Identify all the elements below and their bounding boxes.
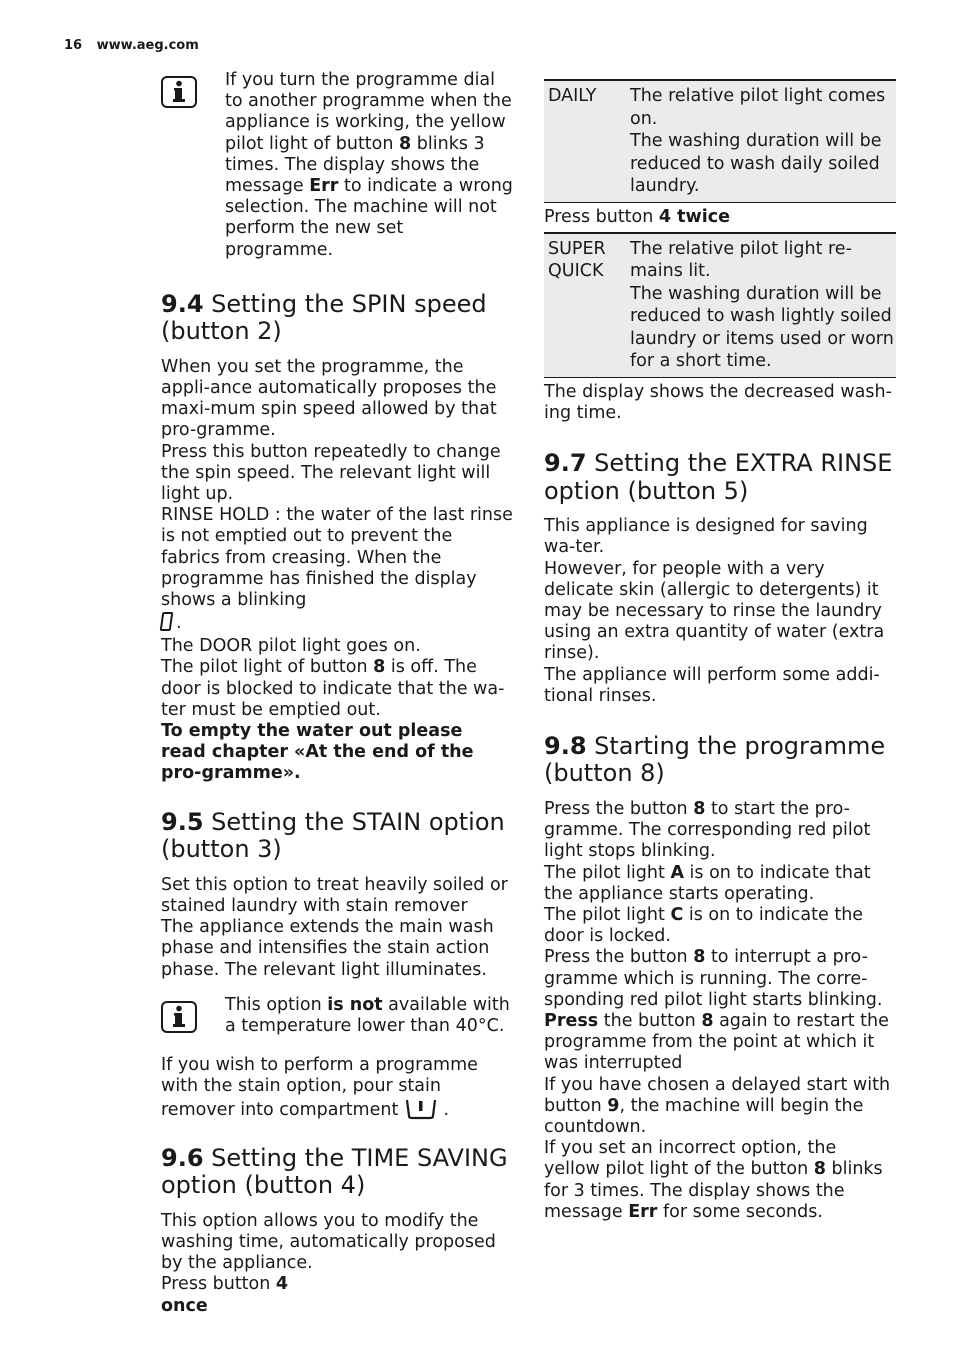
- section-9-8-heading: 9.8 Starting the programme (button 8): [544, 731, 886, 788]
- section-9-7-body: [544, 516, 896, 707]
- left-column: [161, 70, 513, 1317]
- stain-compartment-icon: [404, 1098, 438, 1120]
- paragraph: The pilot light of button 8 is off. The door is blocked to indicate that the wa-ter must be emptied out.: [161, 657, 505, 720]
- info-note-dial: [161, 70, 513, 261]
- press-twice-row: [544, 203, 896, 233]
- paragraph: once: [161, 1295, 208, 1316]
- paragraph: The display shows the decreased wash-ing time.: [544, 381, 892, 423]
- paragraph: If you wish to perform a programme with the stain option, pour stain remover into compartment .: [161, 1055, 478, 1120]
- paragraph: Press the button 8 again to restart the programme from the point at which it was interrupted: [544, 1010, 889, 1074]
- info-note-stain: [161, 995, 513, 1037]
- section-9-4-heading: 9.4 Setting the SPIN speed (button 2): [161, 289, 487, 346]
- paragraph: The appliance extends the main wash phase and intensifies the stain action phase. The relevant light illuminates.: [161, 917, 494, 980]
- paragraph: If you set an incorrect option, the yellow pilot light of the button 8 blinks for 3 times. The display shows the message Err for some seconds.: [544, 1138, 883, 1222]
- section-9-6-body: [161, 1211, 513, 1317]
- section-9-5-heading: 9.5 Setting the STAIN option (button 3): [161, 807, 505, 864]
- info-icon: [161, 76, 197, 108]
- paragraph: RINSE HOLD : the water of the last rinse is not emptied out to prevent the fabrics from creasing. When the programme has finished the display shows a blinking: [161, 505, 513, 611]
- paragraph: This option allows you to modify the washing time, automatically proposed by the appliance.: [161, 1210, 496, 1274]
- paragraph: Press the button 8 to start the pro-gramme. The corresponding red pilot light stops blinking.: [544, 798, 871, 862]
- page-number: 16: [64, 38, 83, 53]
- paragraph: Press button 4: [161, 1274, 289, 1295]
- option-key: SUPER QUICK: [548, 238, 606, 282]
- section-9-5-body: [161, 875, 513, 981]
- paragraph: Press button 4 twice: [544, 206, 730, 227]
- blinking-zero-line: .: [161, 611, 513, 636]
- option-key: DAILY: [548, 86, 597, 106]
- paragraph: When you set the programme, the appli-ance automatically proposes the maxi-mum spin speed allowed by that pro-gramme.: [161, 356, 497, 441]
- option-row-super-quick: [544, 233, 896, 378]
- bold-note: To empty the water out please read chapter «At the end of the pro-gramme».: [161, 721, 474, 784]
- website-link[interactable]: www.aeg.com: [96, 38, 199, 53]
- stain-compartment-paragraph: [161, 1055, 513, 1121]
- section-9-4-body: [161, 357, 513, 785]
- paragraph: However, for people with a very delicate skin (allergic to detergents) it may be necessary to rinse the laundry using an extra quantity of water (extra rinse).: [544, 558, 885, 664]
- display-zero-icon: [160, 612, 174, 631]
- info-text: If you turn the programme dial to another programme when the appliance is working, the yellow pilot light of button 8 blinks 3 times. The display shows the message Err to indicate a wrong selection. The machine will not perform the new set programme.: [225, 70, 513, 260]
- info-text: This option is not available with a temperature lower than 40°C.: [225, 994, 510, 1036]
- option-row-daily: [544, 79, 896, 203]
- section-9-6-heading: 9.6 Setting the TIME SAVING option (button 4): [161, 1143, 508, 1200]
- section-9-7-heading: 9.7 Setting the EXTRA RINSE option (button 5): [544, 449, 893, 505]
- paragraph: The DOOR pilot light goes on.: [161, 636, 421, 657]
- option-description: The relative pilot light comes on. The washing duration will be reduced to wash daily soiled laundry.: [630, 86, 886, 196]
- paragraph: This appliance is designed for saving wa-ter.: [544, 516, 868, 558]
- paragraph: Press the button 8 to interrupt a pro-gramme which is running. The corre-sponding red pilot light starts blinking.: [544, 947, 883, 1010]
- paragraph: If you have chosen a delayed start with button 9, the machine will begin the countdown.: [544, 1074, 891, 1137]
- option-description: The relative pilot light re-mains lit. The washing duration will be reduced to wash lightly soiled laundry or items used or worn for a short time.: [630, 238, 894, 372]
- paragraph: The pilot light A is on to indicate that the appliance starts operating.: [544, 862, 871, 904]
- paragraph: Press this button repeatedly to change the spin speed. The relevant light will light up.: [161, 441, 501, 505]
- section-9-8-body: [544, 799, 896, 1223]
- paragraph: The appliance will perform some addi-tional rinses.: [544, 664, 880, 706]
- paragraph: The pilot light C is on to indicate the door is locked.: [544, 904, 864, 947]
- paragraph: Set this option to treat heavily soiled or stained laundry with stain remover: [161, 874, 508, 916]
- page-header: [64, 38, 199, 53]
- info-icon: [161, 1001, 197, 1033]
- right-column: [544, 79, 896, 1223]
